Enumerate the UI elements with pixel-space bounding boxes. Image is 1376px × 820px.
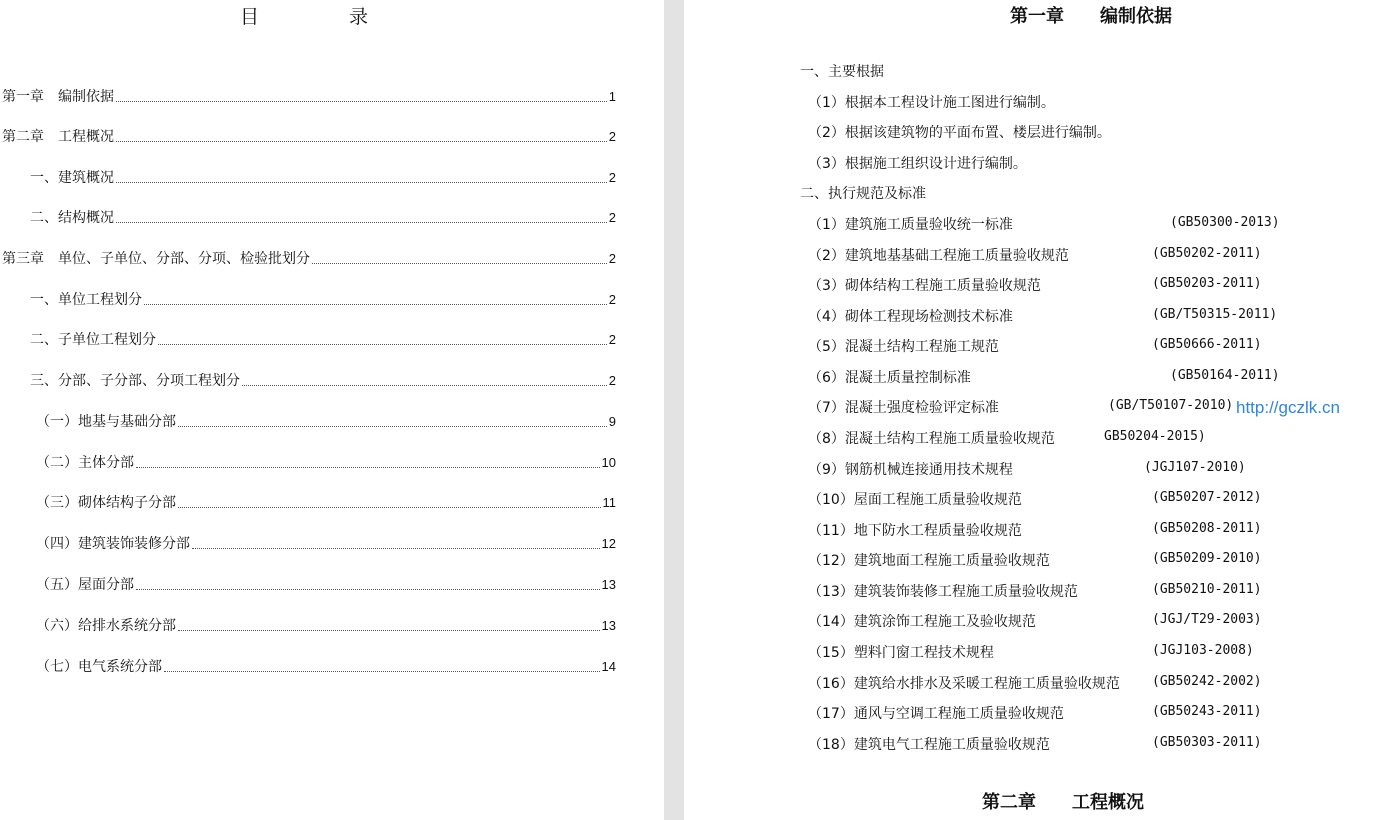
standard-name: （16）建筑给水排水及采暖工程施工质量验收规范 — [808, 676, 1120, 692]
toc-leader-dots — [178, 506, 601, 508]
toc-entry[interactable] — [0, 490, 616, 512]
standard-code: (GB/T50315-2011) — [1152, 307, 1278, 322]
toc-leader-dots — [116, 181, 607, 183]
section-standards-title: 二、执行规范及标准 — [800, 186, 926, 202]
toc-entry-page: 13 — [601, 577, 616, 592]
standard-code: (JGJ/T29-2003) — [1152, 612, 1262, 627]
toc-leader-dots — [178, 629, 600, 631]
toc-leader-dots — [136, 588, 600, 590]
toc-entry[interactable] — [0, 572, 616, 594]
watermark-url: http://gczlk.cn — [1236, 398, 1340, 417]
toc-entry-text: （一）地基与基础分部 — [36, 414, 176, 430]
standard-name: （15）塑料门窗工程技术规程 — [808, 645, 994, 661]
basis-item: （1）根据本工程设计施工图进行编制。 — [808, 95, 1055, 111]
toc-entry-page: 2 — [608, 170, 616, 185]
standard-name: （5）混凝土结构工程施工规范 — [808, 339, 999, 355]
standard-name: （13）建筑装饰装修工程施工质量验收规范 — [808, 584, 1078, 600]
standard-code: (GB50303-2011) — [1152, 735, 1262, 750]
standard-code: (GB50210-2011) — [1152, 582, 1262, 597]
toc-leader-dots — [242, 384, 607, 386]
toc-entry-text: 二、子单位工程划分 — [30, 332, 156, 348]
toc-entry-text: （三）砌体结构子分部 — [36, 495, 176, 511]
toc-leader-dots — [116, 140, 607, 142]
toc-entry-text: 第一章 编制依据 — [2, 89, 114, 105]
toc-entry-page: 1 — [608, 89, 616, 104]
standard-name: （6）混凝土质量控制标准 — [808, 370, 971, 386]
chapter2-heading: 第二章 工程概况 — [982, 792, 1144, 813]
toc-entry-page: 2 — [608, 129, 616, 144]
toc-entry-page: 2 — [608, 332, 616, 347]
toc-entry-page: 2 — [608, 292, 616, 307]
toc-entry[interactable] — [0, 84, 616, 106]
standard-name: （17）通风与空调工程施工质量验收规范 — [808, 706, 1064, 722]
standard-name: （4）砌体工程现场检测技术标准 — [808, 309, 1013, 325]
toc-entry-page: 13 — [601, 618, 616, 633]
basis-item: （2）根据该建筑物的平面布置、楼层进行编制。 — [808, 125, 1111, 141]
toc-leader-dots — [178, 425, 607, 427]
standard-name: （14）建筑涂饰工程施工及验收规范 — [808, 614, 1036, 630]
standard-name: （10）屋面工程施工质量验收规范 — [808, 492, 1022, 508]
toc-entry-text: 一、单位工程划分 — [30, 292, 142, 308]
standard-code: (GB50209-2010) — [1152, 551, 1262, 566]
standard-code: (GB50242-2002) — [1152, 674, 1262, 689]
toc-leader-dots — [116, 221, 607, 223]
basis-item: （3）根据施工组织设计进行编制。 — [808, 156, 1027, 172]
standard-name: （7）混凝土强度检验评定标准 — [808, 400, 999, 416]
toc-leader-dots — [136, 466, 600, 468]
toc-entry[interactable] — [0, 287, 616, 309]
toc-entry-text: （五）屋面分部 — [36, 577, 134, 593]
toc-entry-text: （七）电气系统分部 — [36, 659, 162, 675]
toc-entry[interactable] — [0, 124, 616, 146]
toc-entry[interactable] — [0, 327, 616, 349]
standard-name: （12）建筑地面工程施工质量验收规范 — [808, 553, 1050, 569]
standard-code: GB50204-2015) — [1104, 429, 1206, 444]
toc-page — [0, 0, 664, 820]
toc-entry-page: 2 — [608, 251, 616, 266]
toc-leader-dots — [164, 670, 600, 672]
toc-entry[interactable] — [0, 613, 616, 635]
toc-entry-page: 2 — [608, 373, 616, 388]
toc-entry[interactable] — [0, 205, 616, 227]
standard-code: (GB/T50107-2010) — [1108, 398, 1234, 413]
toc-entry-text: 一、建筑概况 — [30, 170, 114, 186]
standard-code: (GB50666-2011) — [1152, 337, 1262, 352]
toc-entry-text: （二）主体分部 — [36, 455, 134, 471]
toc-entry-text: （六）给排水系统分部 — [36, 618, 176, 634]
standard-code: (GB50202-2011) — [1152, 246, 1262, 261]
standard-code: (GB50164-2011) — [1170, 368, 1280, 383]
toc-leader-dots — [116, 100, 607, 102]
toc-entry-text: 二、结构概况 — [30, 210, 114, 226]
toc-leader-dots — [144, 303, 607, 305]
toc-entry[interactable] — [0, 368, 616, 390]
standard-name: （9）钢筋机械连接通用技术规程 — [808, 462, 1013, 478]
toc-leader-dots — [192, 547, 600, 549]
standard-code: (GB50203-2011) — [1152, 276, 1262, 291]
chapter1-page — [684, 0, 1376, 820]
toc-entry-page: 2 — [608, 210, 616, 225]
toc-list — [0, 0, 664, 820]
standard-code: (JGJ107-2010) — [1144, 460, 1246, 475]
toc-entry-text: 第三章 单位、子单位、分部、分项、检验批划分 — [2, 251, 310, 267]
standard-code: (GB50207-2012) — [1152, 490, 1262, 505]
standard-code: (GB50243-2011) — [1152, 704, 1262, 719]
standard-code: (JGJ103-2008) — [1152, 643, 1254, 658]
toc-entry-page: 14 — [601, 659, 616, 674]
standard-code: (GB50208-2011) — [1152, 521, 1262, 536]
chapter1-heading: 第一章 编制依据 — [1010, 6, 1172, 27]
toc-entry[interactable] — [0, 165, 616, 187]
standard-name: （2）建筑地基基础工程施工质量验收规范 — [808, 248, 1069, 264]
standard-name: （1）建筑施工质量验收统一标准 — [808, 217, 1013, 233]
toc-entry[interactable] — [0, 450, 616, 472]
toc-entry[interactable] — [0, 246, 616, 268]
toc-leader-dots — [158, 343, 607, 345]
standard-name: （8）混凝土结构工程施工质量验收规范 — [808, 431, 1055, 447]
toc-entry[interactable] — [0, 409, 616, 431]
toc-entry[interactable] — [0, 654, 616, 676]
toc-entry[interactable] — [0, 531, 616, 553]
toc-entry-text: （四）建筑装饰装修分部 — [36, 536, 190, 552]
standard-name: （11）地下防水工程质量验收规范 — [808, 523, 1022, 539]
toc-entry-page: 12 — [601, 536, 616, 551]
standard-name: （18）建筑电气工程施工质量验收规范 — [808, 737, 1050, 753]
page-gutter — [664, 0, 684, 820]
standard-name: （3）砌体结构工程施工质量验收规范 — [808, 278, 1041, 294]
toc-title: 目 录 — [240, 6, 411, 28]
toc-entry-text: 第二章 工程概况 — [2, 129, 114, 145]
toc-entry-page: 11 — [602, 495, 616, 510]
toc-leader-dots — [312, 262, 607, 264]
toc-entry-page: 9 — [608, 414, 616, 429]
toc-entry-page: 10 — [601, 455, 616, 470]
section-main-basis-title: 一、主要根据 — [800, 64, 884, 80]
standard-code: (GB50300-2013) — [1170, 215, 1280, 230]
toc-entry-text: 三、分部、子分部、分项工程划分 — [30, 373, 240, 389]
